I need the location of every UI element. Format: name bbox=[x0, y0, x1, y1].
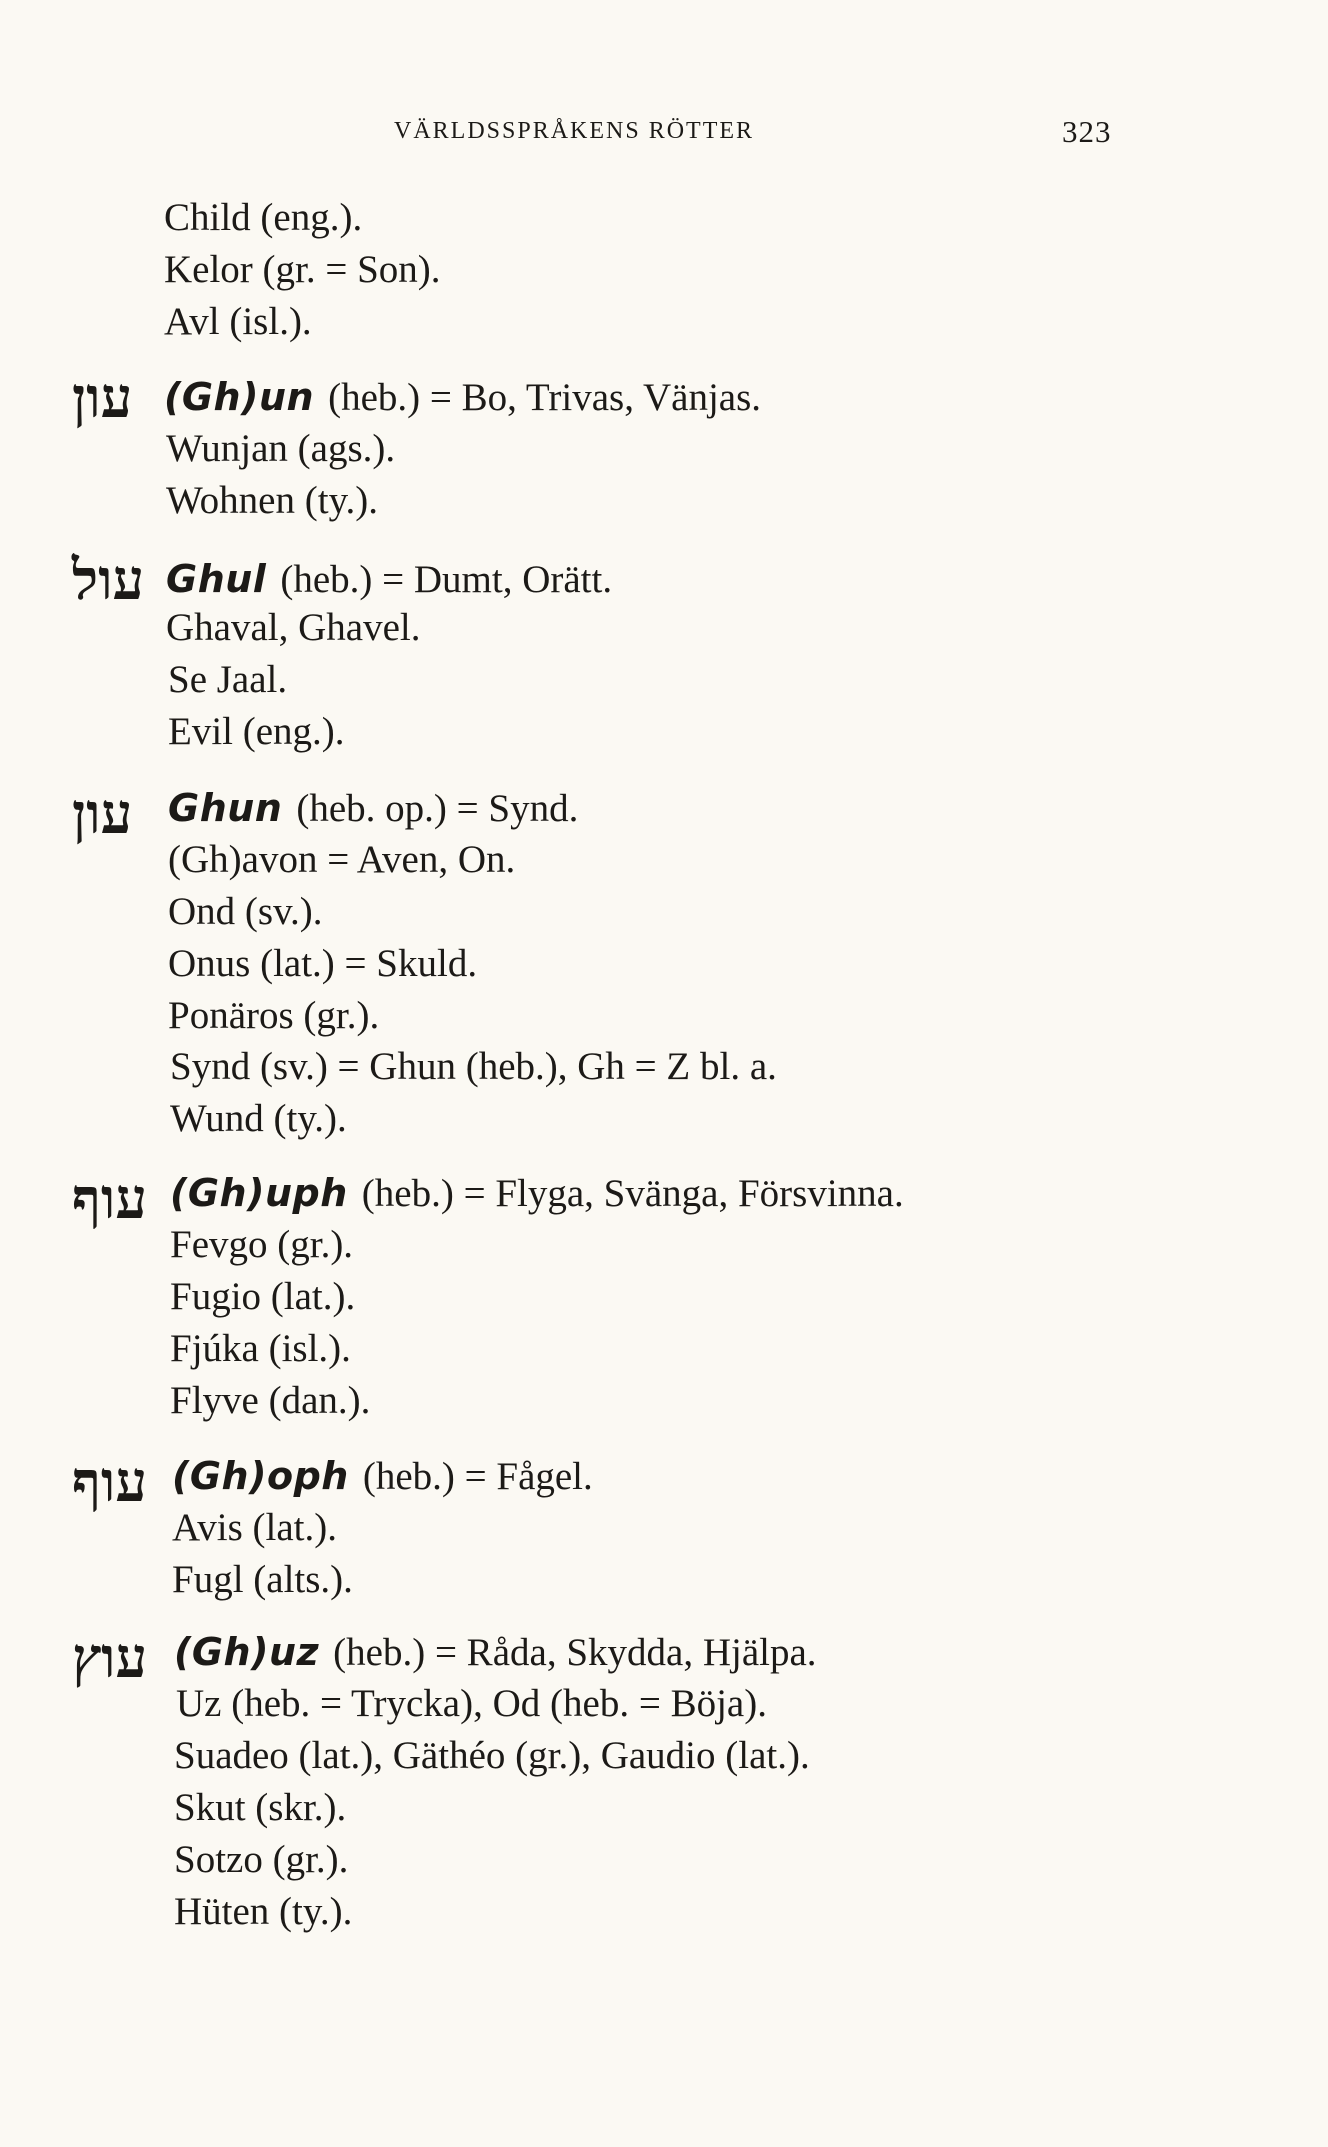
text-line: Kelor (gr. = Son). bbox=[164, 248, 441, 291]
lemma: Ghul bbox=[166, 557, 267, 601]
definition: (heb.) = Dumt, Orätt. bbox=[280, 558, 613, 601]
definition: (heb.) = Bo, Trivas, Vänjas. bbox=[328, 376, 762, 419]
entry-headword bbox=[174, 1628, 817, 1676]
text-line: Se Jaal. bbox=[168, 658, 288, 701]
lemma: (Gh)uz bbox=[174, 1630, 320, 1674]
text-line: Wohnen (ty.). bbox=[166, 479, 379, 522]
text-line: Avl (isl.). bbox=[164, 300, 312, 343]
entry-headword bbox=[166, 555, 612, 603]
entry-headword bbox=[170, 1169, 904, 1217]
hebrew-word: עול bbox=[72, 547, 145, 613]
definition: (heb.) = Fågel. bbox=[362, 1455, 593, 1498]
lemma: (Gh)un bbox=[164, 375, 315, 419]
text-line: Wund (ty.). bbox=[170, 1097, 347, 1140]
text-line: Evil (eng.). bbox=[168, 710, 345, 753]
page-header bbox=[0, 114, 1328, 158]
hebrew-word: עוף bbox=[72, 1449, 148, 1515]
text-line: Fugio (lat.). bbox=[170, 1275, 356, 1318]
page-number: 323 bbox=[1062, 114, 1112, 149]
text-line: Avis (lat.). bbox=[172, 1506, 337, 1549]
definition: (heb.) = Råda, Skydda, Hjälpa. bbox=[333, 1631, 817, 1674]
definition: (heb.) = Flyga, Svänga, Försvinna. bbox=[361, 1172, 904, 1215]
text-line: Onus (lat.) = Skuld. bbox=[168, 942, 478, 985]
text-line: Ghaval, Ghavel. bbox=[166, 606, 421, 649]
entry-headword bbox=[164, 373, 761, 421]
text-line: Uz (heb. = Trycka), Od (heb. = Böja). bbox=[176, 1682, 767, 1725]
text-line: Suadeo (lat.), Gäthéo (gr.), Gaudio (lat.). bbox=[174, 1734, 810, 1777]
text-line: Fevgo (gr.). bbox=[170, 1223, 354, 1266]
text-line: Fugl (alts.). bbox=[172, 1558, 353, 1601]
lemma: (Gh)oph bbox=[172, 1454, 349, 1498]
text-line: Wunjan (ags.). bbox=[166, 427, 396, 470]
entry-headword bbox=[172, 1452, 593, 1500]
running-title: VÄRLDSSPRÅKENS RÖTTER bbox=[394, 118, 755, 144]
text-line: Skut (skr.). bbox=[174, 1786, 347, 1829]
text-line: Ond (sv.). bbox=[168, 890, 323, 933]
text-line: Fjúka (isl.). bbox=[170, 1327, 351, 1370]
definition: (heb. op.) = Synd. bbox=[296, 787, 579, 830]
entry-headword bbox=[168, 784, 578, 832]
lemma: (Gh)uph bbox=[170, 1171, 348, 1215]
hebrew-word: עוץ bbox=[72, 1625, 148, 1691]
text-line: Sotzo (gr.). bbox=[174, 1838, 349, 1881]
text-line: (Gh)avon = Aven, On. bbox=[168, 838, 516, 881]
hebrew-word: עון bbox=[72, 365, 133, 431]
text-line: Synd (sv.) = Ghun (heb.), Gh = Z bl. a. bbox=[170, 1045, 777, 1088]
text-line: Child (eng.). bbox=[164, 196, 363, 239]
hebrew-word: עון bbox=[72, 781, 133, 847]
text-line: Hüten (ty.). bbox=[174, 1890, 353, 1933]
text-line: Ponäros (gr.). bbox=[168, 994, 380, 1037]
hebrew-word: עוף bbox=[72, 1166, 148, 1232]
text-line: Flyve (dan.). bbox=[170, 1379, 371, 1422]
lemma: Ghun bbox=[168, 786, 283, 830]
